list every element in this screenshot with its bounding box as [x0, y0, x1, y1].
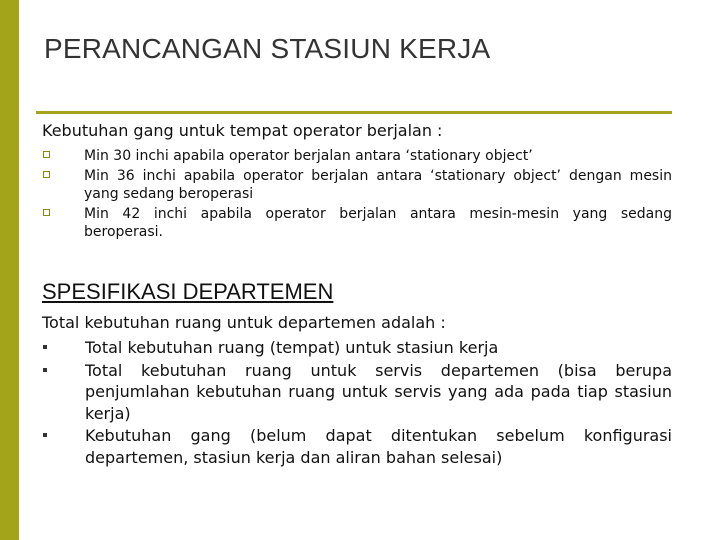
square-bullet-icon [43, 209, 50, 216]
list-item [42, 147, 672, 166]
square-bullet-icon [43, 171, 50, 178]
small-square-bullet-icon [43, 368, 47, 372]
list-item-text: Min 30 inchi apabila operator berjalan antara ‘stationary object’ [84, 148, 533, 164]
aisle-requirements-list [42, 147, 672, 242]
slide-title: PERANCANGAN STASIUN KERJA [44, 33, 491, 64]
list-item-text: Total kebutuhan ruang (tempat) untuk stasiun kerja [85, 338, 499, 357]
section-intro-text: Total kebutuhan ruang untuk departemen adalah : [42, 313, 446, 332]
list-item [42, 337, 672, 359]
small-square-bullet-icon [43, 345, 47, 349]
title-divider [36, 111, 672, 114]
small-square-bullet-icon [43, 433, 47, 437]
list-item [42, 205, 672, 242]
section-title: SPESIFIKASI DEPARTEMEN [42, 279, 334, 304]
list-item [42, 425, 672, 468]
aisle-intro-text: Kebutuhan gang untuk tempat operator berjalan : [42, 121, 443, 140]
department-spec-list [42, 337, 672, 468]
list-item-text: Min 36 inchi apabila operator berjalan antara ‘stationary object’ dengan mesin yang sedang beroperasi [84, 167, 672, 202]
left-accent-bar [0, 0, 19, 540]
list-item [42, 360, 672, 425]
list-item-text: Min 42 inchi apabila operator berjalan antara mesin-mesin yang sedang beroperasi. [84, 205, 672, 240]
list-item [42, 167, 672, 204]
square-bullet-icon [43, 151, 50, 158]
list-item-text: Kebutuhan gang (belum dapat ditentukan sebelum konfigurasi departemen, stasiun kerja dan aliran bahan selesai) [85, 426, 672, 467]
list-item-text: Total kebutuhan ruang untuk servis departemen (bisa berupa penjumlahan kebutuhan ruang untuk servis yang ada pada tiap stasiun kerja) [85, 360, 672, 423]
